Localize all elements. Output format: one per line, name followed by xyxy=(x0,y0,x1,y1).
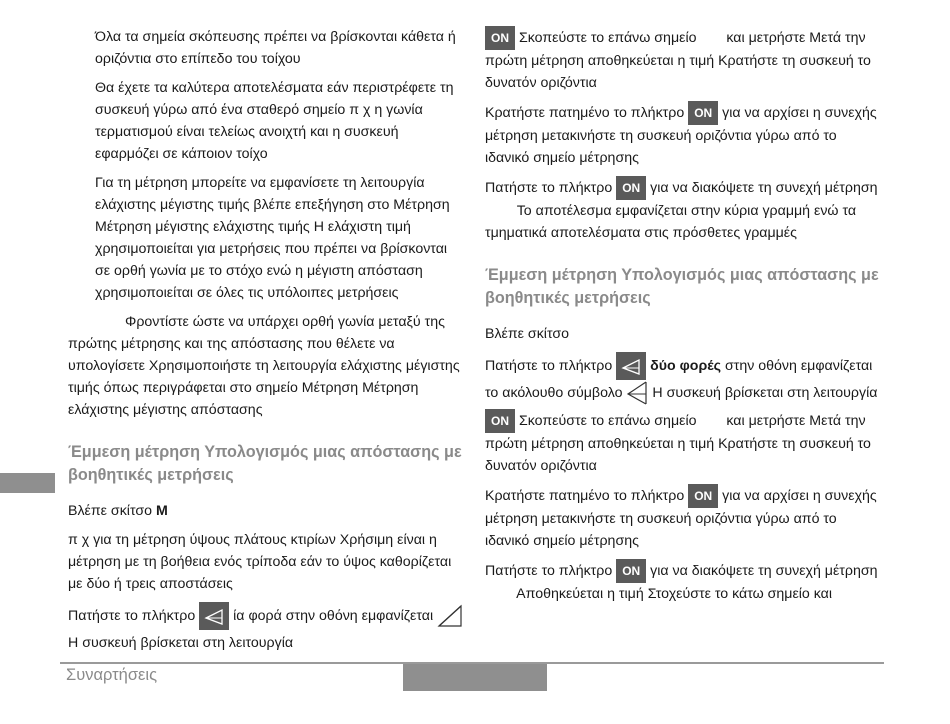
step-hold-key xyxy=(485,101,880,169)
step-aim-text-b: και μετρήστε Μετά την πρώτη μέτρηση αποθηκεύεται η τιμή Κρατήστε τη συσκευή το δυνατόν οριζόντια xyxy=(485,29,871,91)
step-stop2-text-a: Πατήστε το πλήκτρο xyxy=(485,562,613,579)
note-paragraph: Φροντίστε ώστε να υπάρχει ορθή γωνία μεταξύ της πρώτης μέτρησης και της απόστασης που θέλετε να υπολογίσετε Χρησιμοποιήστε τη λειτουργία ελάχιστης μέγιστης τιμής όπως περιγράφεται στο σημείο Μέτρηση Μέτρηση ελάχιστης μέγιστης απόστασης xyxy=(68,314,460,418)
step-twice-text-b: στην οθόνη εμφανίζεται το ακόλουθο σύμβολο xyxy=(485,357,873,401)
indirect-measure-key[interactable] xyxy=(199,602,229,630)
step-stop-text-a: Πατήστε το πλήκτρο xyxy=(485,179,613,196)
indirect-measure-key[interactable] xyxy=(616,352,646,380)
right-triangle-symbol-icon xyxy=(437,604,463,628)
step-hold2-text-a: Κρατήστε πατημένο το πλήκτρο xyxy=(485,487,685,504)
mode-paragraph-left: Η συσκευή βρίσκεται στη λειτουργία xyxy=(68,635,294,651)
example-paragraph: π χ για τη μέτρηση ύψους πλάτους κτιρίων Χρήσιμη είναι η μέτρηση με τη βοήθεια ενός τρίποδα εάν το ύψος καθορίζεται με δύο ή τρεις αποστάσεις xyxy=(68,532,452,592)
step-twice-text-c: Η συσκευή βρίσκεται στη λειτουργία xyxy=(652,384,878,401)
step-stop-continuous-2 xyxy=(485,559,880,605)
left-column xyxy=(68,26,464,661)
step-stop2-text-b: για να διακόψετε τη συνεχή μέτρηση xyxy=(650,562,878,579)
step-stop-continuous xyxy=(485,176,880,244)
footer-page-tab xyxy=(403,664,547,691)
on-button[interactable]: ON xyxy=(616,176,646,200)
step-press-twice xyxy=(485,352,880,406)
side-tab-marker xyxy=(0,473,55,493)
footer-section-label: Συναρτήσεις xyxy=(66,666,158,684)
on-button[interactable]: ON xyxy=(485,26,515,50)
step-aim2-text-a: Σκοπεύστε το επάνω σημείο xyxy=(518,412,697,429)
step-aim-top-2 xyxy=(485,409,880,477)
press-text-b: ία φορά στην οθόνη εμφανίζεται xyxy=(233,607,434,624)
step-hold2-text-b: για να αρχίσει η συνεχής μέτρηση μετακινήστε τη συσκευή οριζόντια γύρω από το ιδανικό σημείο μέτρησης xyxy=(485,487,877,549)
on-button[interactable]: ON xyxy=(616,559,646,583)
step-stop-text-b: για να διακόψετε τη συνεχή μέτρηση xyxy=(650,179,878,196)
sketch-reference-left xyxy=(68,500,464,522)
bullet-text-2: Θα έχετε τα καλύτερα αποτελέσματα εάν περιστρέφετε τη συσκευή γύρω από ένα σταθερό σημείο π χ η γωνία τερματισμού είναι τελείως ανοιχτή και η συσκευή εφαρμόζει σε κάποιον τοίχο xyxy=(95,80,454,162)
press-text-a: Πατήστε το πλήκτρο xyxy=(68,607,196,624)
step-stop-text-c: Το αποτέλεσμα εμφανίζεται στην κύρια γραμμή ενώ τα τμηματικά αποτελέσματα στις πρόσθετες γραμμές xyxy=(485,203,857,241)
section-heading-left: Έμμεση μέτρηση Υπολογισμός μιας απόστασης με βοηθητικές μετρήσεις xyxy=(68,443,462,484)
sketch-letter: M xyxy=(155,503,168,519)
bullet-text-3: Για τη μέτρηση μπορείτε να εμφανίσετε τη λειτουργία ελάχιστης μέγιστης τιμής βλέπε επεξήγηση στο Μέτρηση Μέτρηση μέγιστης ελάχιστης τιμής Η ελάχιστη τιμή χρησιμοποιείται για μετρήσεις που πρέπει να βρίσκονται σε ορθή γωνία με το στόχο ενώ η μέγιστη απόσταση χρησιμοποιείται σε όλες τις υπόλοιπες μετρήσεις xyxy=(95,175,450,301)
step-hold-key-2 xyxy=(485,484,880,552)
triangle-icon xyxy=(616,352,646,380)
bullet-text-1: Όλα τα σημεία σκόπευσης πρέπει να βρίσκονται κάθετα ή οριζόντια στο επίπεδο του τοίχου xyxy=(95,29,456,67)
step-stop2-text-c: Αποθηκεύεται η τιμή Στοχεύστε το κάτω σημείο και xyxy=(516,586,833,602)
press-key-paragraph xyxy=(68,602,464,630)
right-column xyxy=(485,26,880,612)
step-twice-text-a: Πατήστε το πλήκτρο xyxy=(485,357,613,374)
step-aim-text-a: Σκοπεύστε το επάνω σημείο xyxy=(518,29,697,46)
step-aim-top xyxy=(485,26,880,94)
section-heading-right: Έμμεση μέτρηση Υπολογισμός μιας απόστασης με βοηθητικές μετρήσεις xyxy=(485,266,879,307)
sketch-reference-right: Βλέπε σκίτσο xyxy=(485,326,569,342)
step-hold-text-a: Κρατήστε πατημένο το πλήκτρο xyxy=(485,104,685,121)
on-button[interactable]: ON xyxy=(688,101,718,125)
step-aim2-text-b: και μετρήστε Μετά την πρώτη μέτρηση αποθηκεύεται η τιμή Κρατήστε τη συσκευή το δυνατόν οριζόντια xyxy=(485,412,871,474)
sketch-text: Βλέπε σκίτσο xyxy=(68,503,152,519)
on-button[interactable]: ON xyxy=(688,484,718,508)
triangle-icon xyxy=(199,602,229,630)
step-twice-bold: δύο φορές xyxy=(650,357,721,374)
double-triangle-symbol-icon xyxy=(626,380,648,406)
on-button[interactable]: ON xyxy=(485,409,515,433)
step-hold-text-b: για να αρχίσει η συνεχής μέτρηση μετακινήστε τη συσκευή οριζόντια γύρω από το ιδανικό σημείο μέτρησης xyxy=(485,104,877,166)
